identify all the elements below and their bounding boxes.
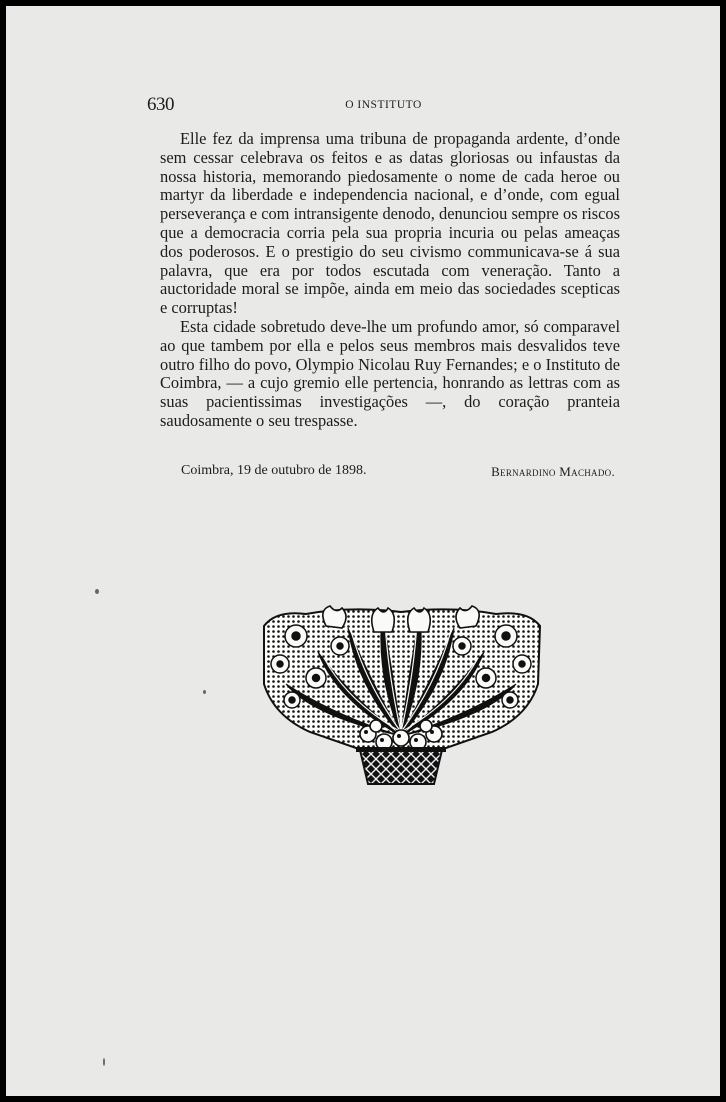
running-head [147,94,620,114]
floral-basket-ornament-icon [256,604,546,788]
scan-speck [103,1058,105,1066]
place-date: Coimbra, 19 de outubro de 1898. [181,463,367,478]
body-text [160,130,620,431]
paragraph-2: Esta cidade sobretudo deve-lhe um profundo amor, só comparavel ao que tambem por ella e pelos seus membros mais desvalidos teve outro filho do povo, Olympio Nicolau Ruy Fernandes; e o Instituto de Coimbra, — a cujo gremio elle pertencia, honrando as lettras com as suas pacientissimas investigações —, do coração pranteia saudosamente o seu trespasse. [160,316,620,430]
journal-title: O INSTITUTO [345,99,422,111]
scan-speck [95,589,99,594]
paragraph-1: Elle fez da imprensa uma tribuna de propaganda ardente, d’onde sem cessar celebrava os feitos e as datas gloriosas ou infaustas da nossa historia, memorando piedosamente o nome de cada heroe ou martyr da liberdade e independencia nacional, e d’onde, com egual perseverança e com intransigente denodo, denunciou sempre os riscos que a democracia corria pela sua propria incuria ou pelas ameaças dos poderosos. E o prestigio do seu civismo communicava-se á sua palavra, que era por todos escutada com veneração. Tanto a auctoridade moral se impõe, ainda em meio das sociedades scepticas e corruptas! [160,129,620,318]
page-number: 630 [147,94,174,115]
page [6,6,720,1096]
signature: Bernardino Machado. [491,464,615,479]
scan-speck [203,690,206,694]
